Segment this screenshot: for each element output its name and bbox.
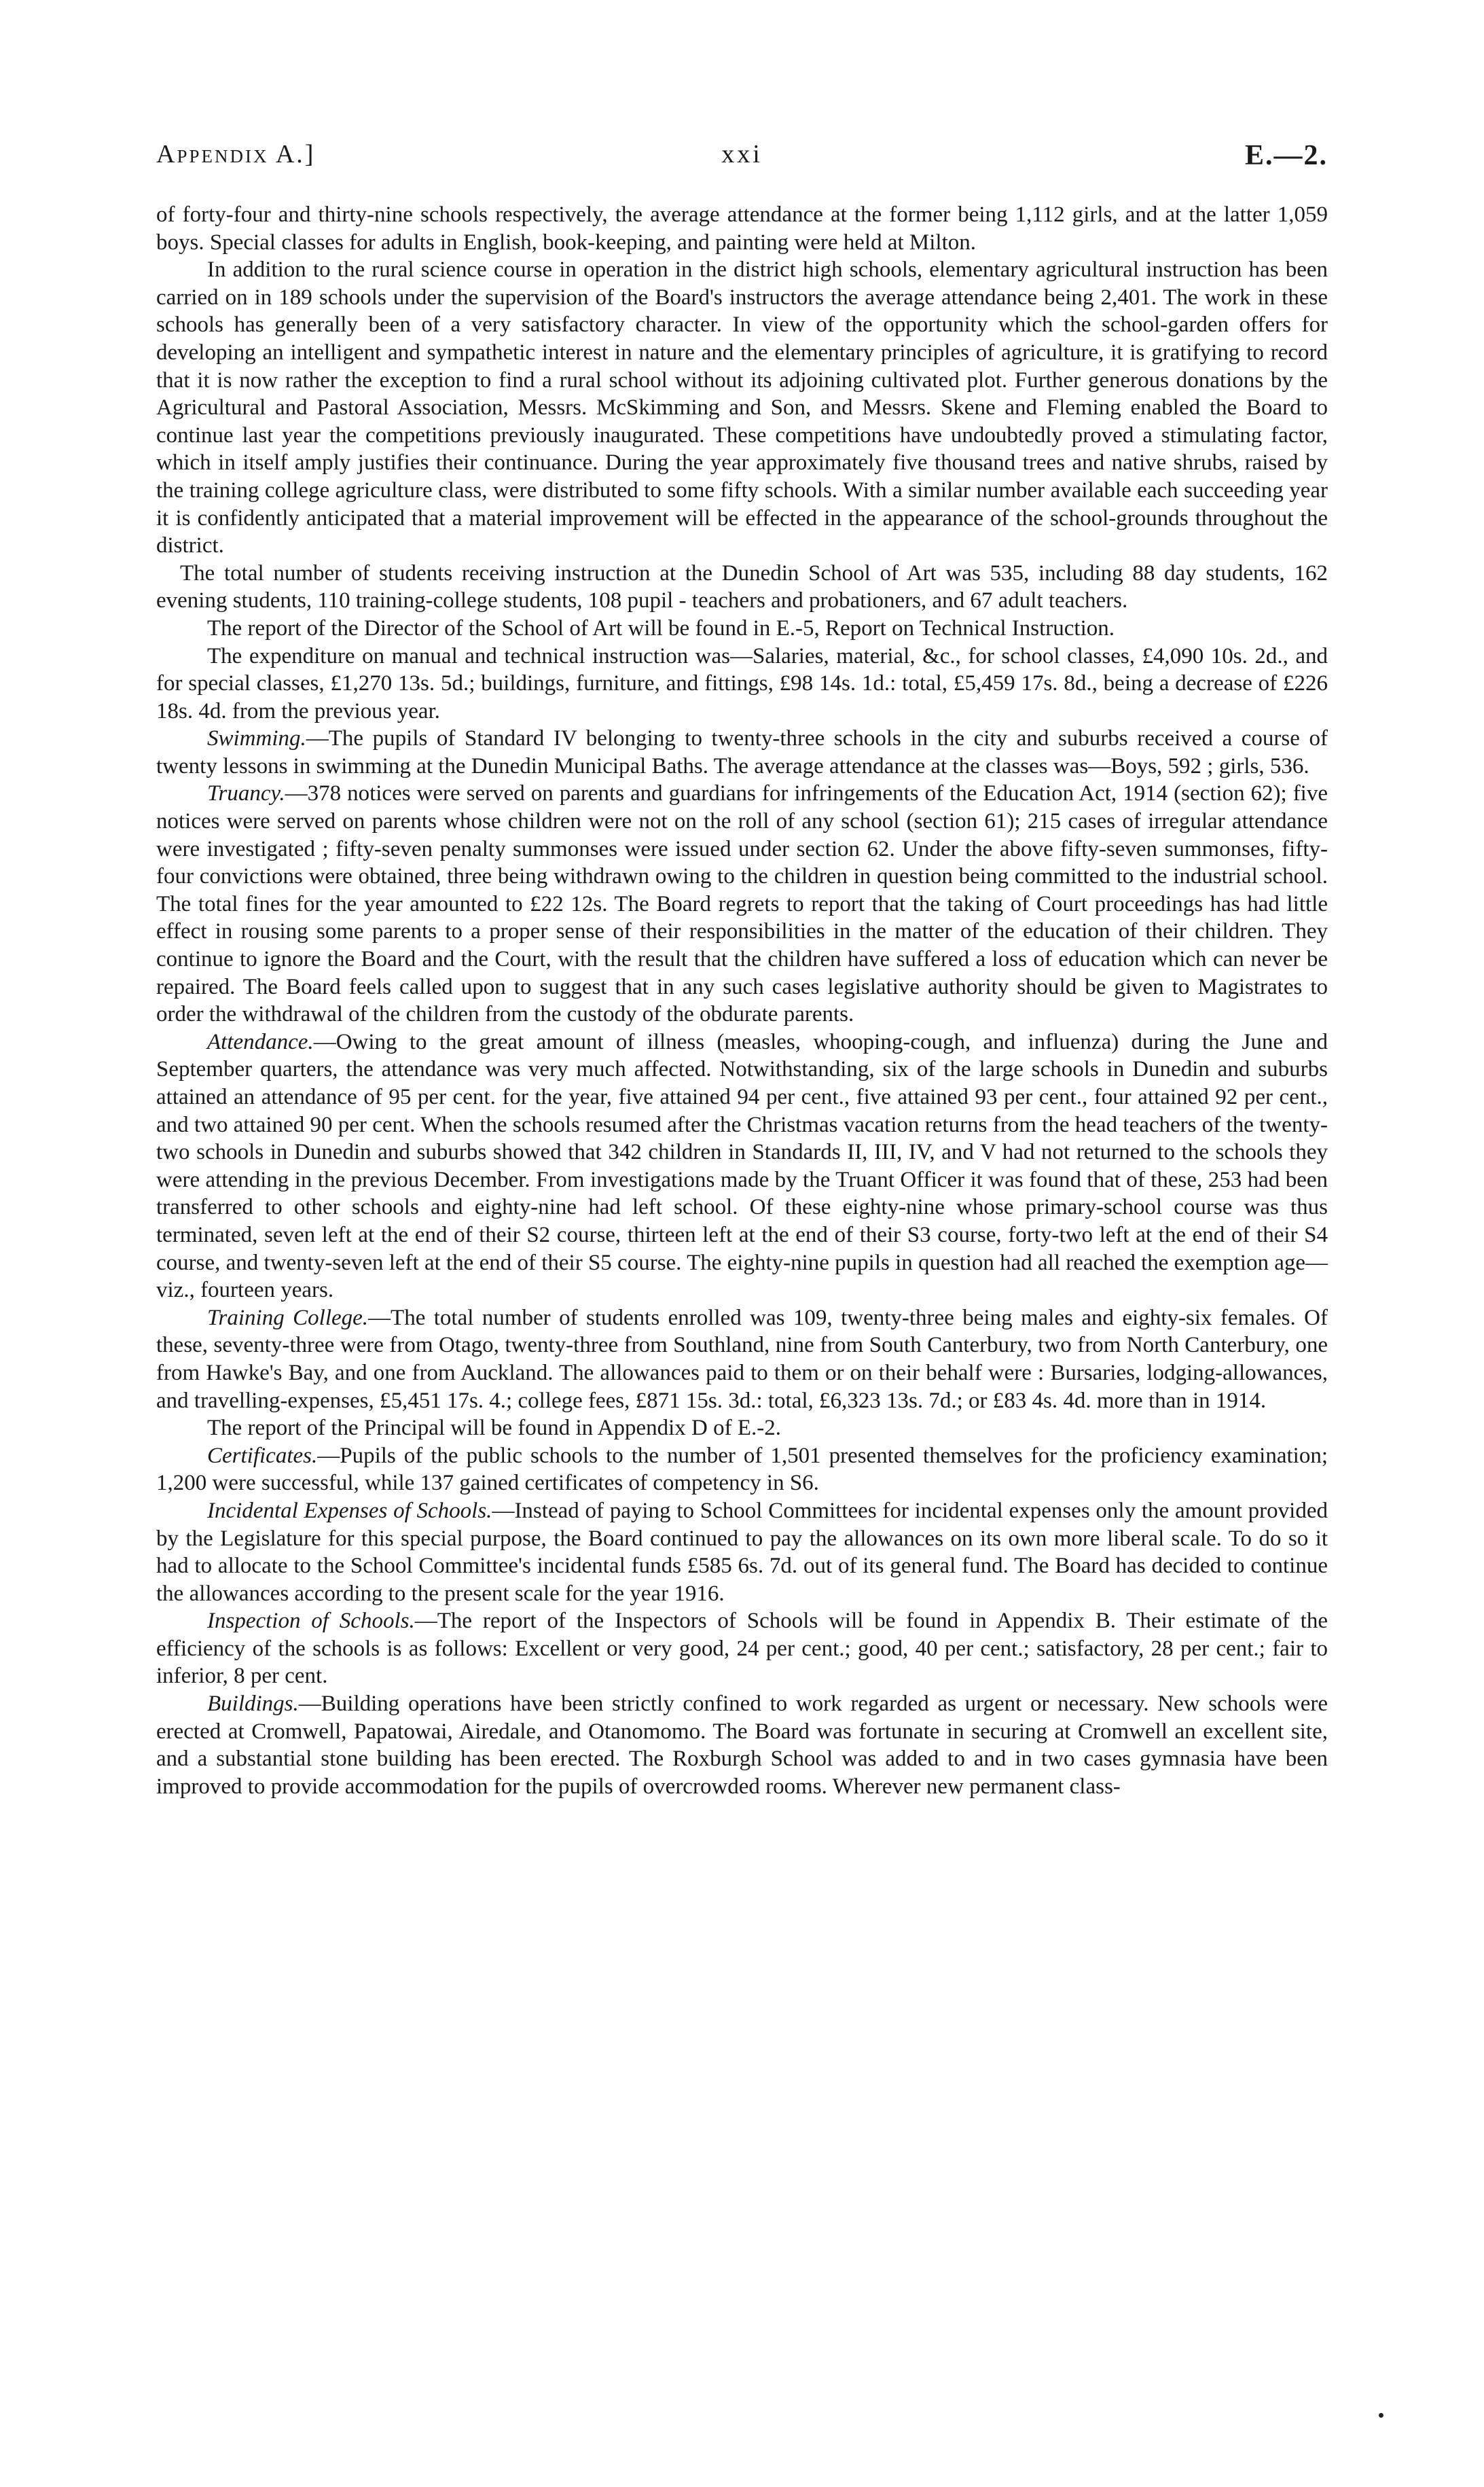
paragraph-text: —The report of the Inspectors of Schools will be found in Appendix B. Their estimate of the efficiency of the schools is as follows: Excellent or very good, 24 per cent.; good, 40 per cent.; satisfactory, 28 per cent.; fair to inferior, 8 per cent. xyxy=(156,1609,1328,1689)
paragraph-buildings xyxy=(156,1690,1328,1800)
paragraph-incidental-expenses xyxy=(156,1497,1328,1607)
paragraph-text: —The pupils of Standard IV belonging to twenty-three schools in the city and suburbs received a course of twenty lessons in swimming at the Dunedin Municipal Baths. The average attendance at the classes was—Boys, 592 ; girls, 536. xyxy=(156,726,1328,779)
paragraph-attendance xyxy=(156,1028,1328,1304)
paragraph-text: —378 notices were served on parents and guardians for infringements of the Education Act, 1914 (section 62); five notices were served on parents whose children were not on the roll of any school (section 61); 215 cases of irregular attendance were investigated ; fifty-seven penalty summonses were issued under section 62. Under the above fifty-seven summonses, fifty-four convictions were obtained, three being withdrawn owing to the children in question being committed to the industrial school. The total fines for the year amounted to £22 12s. The Board regrets to report that the taking of Court proceedings has had little effect in rousing some parents to a proper sense of their responsibilities in the matter of the education of their children. They continue to ignore the Board and the Court, with the result that the children have suffered a loss of education which can never be repaired. The Board feels called upon to suggest that in any such cases legislative authority should be given to Magistrates to order the withdrawal of the children from the custody of the obdurate parents. xyxy=(156,781,1328,1027)
paragraph-text: In addition to the rural science course in operation in the district high schools, elementary agricultural instruction has been carried on in 189 schools under the supervision of the Board's instructors the average attendance being 2,401. The work in these schools has generally been of a very satisfactory character. In view of the opportunity which the school-garden offers for developing an intelligent and sympathetic interest in nature and the elementary principles of agriculture, it is gratifying to record that it is now rather the exception to find a rural school without its adjoining cultivated plot. Further generous donations by the Agricultural and Pastoral Association, Messrs. McSkimming and Son, and Messrs. Skene and Fleming enabled the Board to continue last year the competitions previously inaugurated. These competitions have undoubtedly proved a stimulating factor, which in itself amply justifies their continuance. During the year approximately five thousand trees and native shrubs, raised by the training college agriculture class, were distributed to some fifty schools. With a similar number available each succeeding year it is confidently anticipated that a material improvement will be effected in the appearance of the school-grounds throughout the district. xyxy=(156,257,1328,558)
paragraph-text: —Owing to the great amount of illness (measles, whooping-cough, and influenza) during the June and September quarters, the attendance was very much affected. Notwithstanding, six of the large schools in Dunedin and suburbs attained an attendance of 95 per cent. for the year, five attained 94 per cent., five attained 93 per cent., four attained 92 per cent., and two attained 90 per cent. When the schools resumed after the Christmas vacation returns from the head teachers of the twenty-two schools in Dunedin and suburbs showed that 342 children in Standards II, III, IV, and V had not returned to the schools they were attending in the previous December. From investigations made by the Truant Officer it was found that of these, 253 had been transferred to other schools and eighty-nine had left school. Of these eighty-nine whose primary-school course was thus terminated, seven left at the end of their S2 course, thirteen left at the end of their S3 course, forty-two left at the end of their S4 course, and twenty-seven left at the end of their S5 course. The eighty-nine pupils in question had all reached the exemption age—viz., fourteen years. xyxy=(156,1029,1328,1303)
paragraph-heading: Incidental Expenses of Schools. xyxy=(207,1498,492,1523)
document-code: E.—2. xyxy=(1244,140,1328,171)
paragraph-text: —Building operations have been strictly confined to work regarded as urgent or necessary. New schools were erected at Cromwell, Papatowai, Airedale, and Otanomomo. The Board was fortunate in securing at Cromwell an excellent site, and a substantial stone building has been erected. The Roxburgh School was added to and in two cases gymnasia have been improved to provide accommodation for the pupils of overcrowded rooms. Wherever new permanent class- xyxy=(156,1692,1328,1799)
paragraph-heading: Buildings. xyxy=(207,1692,299,1717)
paragraph-heading: Certificates. xyxy=(207,1443,318,1468)
paragraph-swimming xyxy=(156,725,1328,780)
paragraph-director-report xyxy=(156,615,1328,643)
paragraph-inspection xyxy=(156,1607,1328,1690)
paragraph-text: of forty-four and thirty-nine schools respectively, the average attendance at the former being 1,112 girls, and at the latter 1,059 boys. Special classes for adults in English, book-keeping, and painting were held at Milton. xyxy=(156,202,1328,255)
paragraph-continuation xyxy=(156,201,1328,256)
paragraph-text: The expenditure on manual and technical instruction was—Salaries, material, &c., for school classes, £4,090 10s. 2d., and for special classes, £1,270 13s. 5d.; buildings, furniture, and fittings, £98 14s. 1d.: total, £5,459 17s. 8d., being a decrease of £226 18s. 4d. from the previous year. xyxy=(156,643,1328,723)
page-number: xxi xyxy=(721,140,763,168)
appendix-label: Appendix A.] xyxy=(156,140,316,168)
paragraph-text: —Instead of paying to School Committees for incidental expenses only the amount provided by the Legislature for this special purpose, the Board continued to pay the allowances on its own more liberal scale. To do so it had to allocate to the School Committee's incidental funds £585 6s. 7d. out of its general fund. The Board has decided to continue the allowances according to the present scale for the year 1916. xyxy=(156,1498,1328,1606)
paragraph-expenditure xyxy=(156,643,1328,726)
paragraph-heading: Training College. xyxy=(207,1305,369,1330)
paragraph-agricultural-instruction xyxy=(156,256,1328,560)
paragraph-heading: Truancy. xyxy=(207,781,285,806)
body-text xyxy=(156,201,1328,1800)
paragraph-training-college xyxy=(156,1304,1328,1414)
paragraph-text: —Pupils of the public schools to the number of 1,501 presented themselves for the proficiency examination; 1,200 were successful, while 137 gained certificates of competency in S6. xyxy=(156,1443,1328,1496)
paragraph-text: The report of the Principal will be found in Appendix D of E.-2. xyxy=(207,1416,781,1441)
paragraph-heading: Inspection of Schools. xyxy=(207,1609,415,1634)
paragraph-certificates xyxy=(156,1442,1328,1497)
paragraph-heading: Swimming. xyxy=(207,726,306,751)
paragraph-truancy xyxy=(156,780,1328,1028)
paragraph-text: —The total number of students enrolled was 109, twenty-three being males and eighty-six females. Of these, seventy-three were from Otago, twenty-three from Southland, nine from South Canterbury, two from North Canterbury, one from Hawke's Bay, and one from Auckland. The allowances paid to them or on their behalf were : Bursaries, lodging-allowances, and travelling-expenses, £5,451 17s. 4.; college fees, £871 15s. 3d.: total, £6,323 13s. 7d.; or £83 4s. 4d. more than in 1914. xyxy=(156,1305,1328,1413)
paragraph-text: The total number of students receiving instruction at the Dunedin School of Art was 535, including 88 day students, 162 evening students, 110 training-college students, 108 pupil - teachers and probationers, and 67 adult teachers. xyxy=(156,560,1328,613)
running-head xyxy=(156,139,1328,180)
margin-mark xyxy=(1379,2413,1383,2418)
paragraph-heading: Attendance. xyxy=(207,1029,314,1054)
paragraph-principal-report xyxy=(156,1414,1328,1442)
paragraph-school-of-art xyxy=(156,560,1328,615)
paragraph-text: The report of the Director of the School of Art will be found in E.-5, Report on Technical Instruction. xyxy=(207,615,1115,641)
